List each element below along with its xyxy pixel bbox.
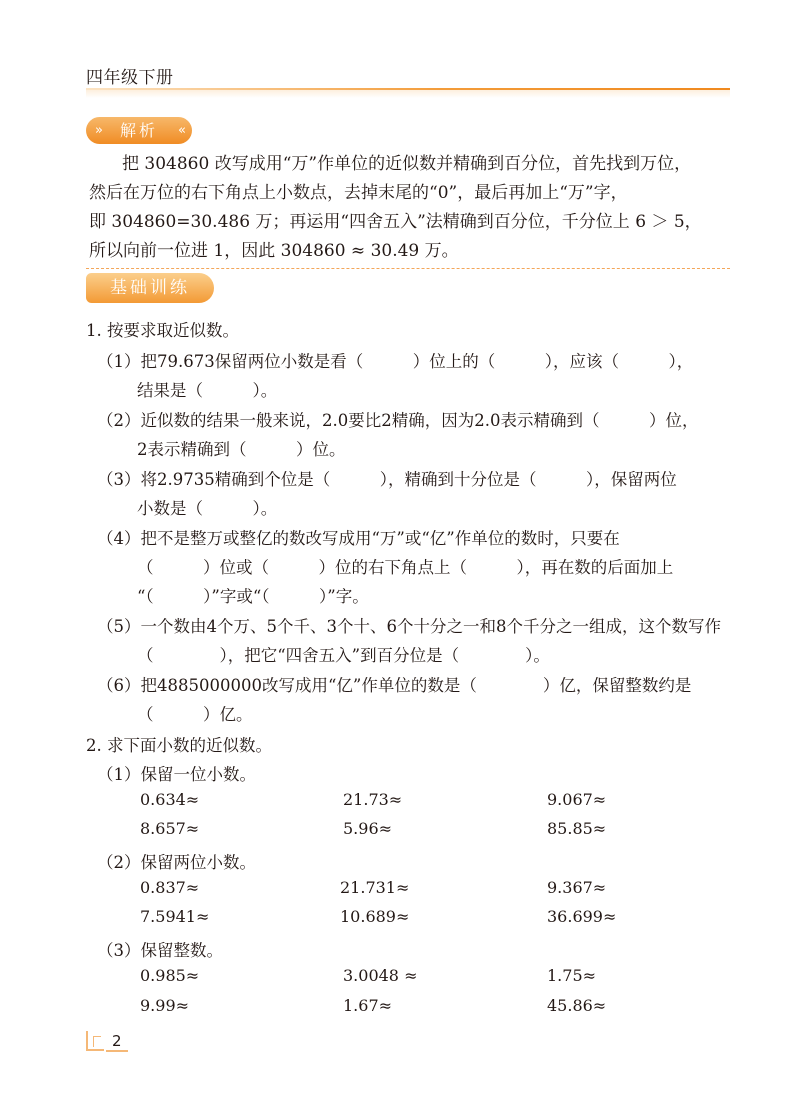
q2-group-2-cell: 36.699≈ [547,907,617,926]
q2-group-3-cell: 3.0048 ≈ [343,966,418,985]
q2-group-2-cell: 21.731≈ [340,878,410,897]
analysis-badge [86,117,192,144]
q2-group-1-cell: 5.96≈ [343,819,393,838]
q1-item-3-line2: 小数是（ ）。 [137,499,278,518]
q2-group-1-cell: 85.85≈ [547,819,607,838]
page-corner-ornament-inner [93,1036,101,1047]
analysis-line: 把 304860 改写成用“万”作单位的近似数并精确到百分位，首先找到万位， [122,154,692,174]
analysis-line: 然后在万位的右下角点上小数点，去掉末尾的“0”，最后再加上“万”字， [89,183,628,203]
q1-item-4-line3: “（ ）”字或“（ ）”字。 [137,587,369,606]
q2-group-3-cell: 1.67≈ [343,996,393,1015]
q2-group-3-cell: 9.99≈ [140,996,190,1015]
q1-item-2-line2: 2表示精确到（ ）位。 [137,440,346,459]
q2-group-2-cell: 9.367≈ [547,878,607,897]
q1-item-2-line1: （2）近似数的结果一般来说，2.0要比2精确，因为2.0表示精确到（ ）位， [97,411,699,430]
q2-group-1-cell: 0.634≈ [140,790,200,809]
basic-training-label: 基础训练 [110,278,190,298]
double-chevron-right-icon: » [95,123,100,138]
q2-group-1-label: （1）保留一位小数。 [97,765,256,784]
q2-group-3-cell: 45.86≈ [547,996,607,1015]
analysis-line: 所以向前一位进 1，因此 304860 ≈ 30.49 万。 [89,241,459,261]
header-divider-glow [86,90,730,98]
analysis-line: 即 304860=30.486 万；再运用“四舍五入”法精确到百分位，千分位上 6 ＞ 5， [89,212,702,232]
q2-group-1-cell: 9.067≈ [547,790,607,809]
basic-training-badge [86,273,214,303]
q2-group-1-cell: 21.73≈ [343,790,403,809]
q1-item-5-line2: （ ），把它“四舍五入”到百分位是（ ）。 [137,646,550,665]
q2-group-1-cell: 8.657≈ [140,819,200,838]
q2-group-2-cell: 0.837≈ [140,878,200,897]
page-number-underline [106,1050,128,1052]
section-divider [86,268,730,269]
question-2-title: 2. 求下面小数的近似数。 [86,736,272,755]
analysis-text [89,150,729,266]
book-title: 四年级下册 [86,68,174,88]
question-1-title: 1. 按要求取近似数。 [86,321,239,340]
analysis-label: 解析 [119,121,158,140]
double-chevron-left-icon: « [178,123,183,138]
q2-group-3-label: （3）保留整数。 [97,941,223,960]
q1-item-1-line2: 结果是（ ）。 [137,381,278,400]
q1-item-6-line2: （ ）亿。 [137,705,253,724]
q1-item-4-line2: （ ）位或（ ）位的右下角点上（ ），再在数的后面加上 [137,558,674,577]
q2-group-3-cell: 1.75≈ [547,966,597,985]
q2-group-3-cell: 0.985≈ [140,966,200,985]
page-number: 2 [112,1032,122,1050]
q2-group-2-cell: 10.689≈ [340,907,410,926]
q2-group-2-label: （2）保留两位小数。 [97,853,256,872]
q1-item-1-line1: （1）把79.673保留两位小数是看（ ）位上的（ ），应该（ ）， [97,352,694,371]
q1-item-4-line1: （4）把不是整万或整亿的数改写成用“万”或“亿”作单位的数时，只要在 [97,529,620,548]
q1-item-6-line1: （6）把4885000000改写成用“亿”作单位的数是（ ）亿，保留整数约是 [97,676,692,695]
q1-item-5-line1: （5）一个数由4个万、5个千、3个十、6个十分之一和8个千分之一组成，这个数写作 [97,617,721,636]
q1-item-3-line1: （3）将2.9735精确到个位是（ ），精确到十分位是（ ），保留两位 [97,470,677,489]
q2-group-2-cell: 7.5941≈ [140,907,210,926]
